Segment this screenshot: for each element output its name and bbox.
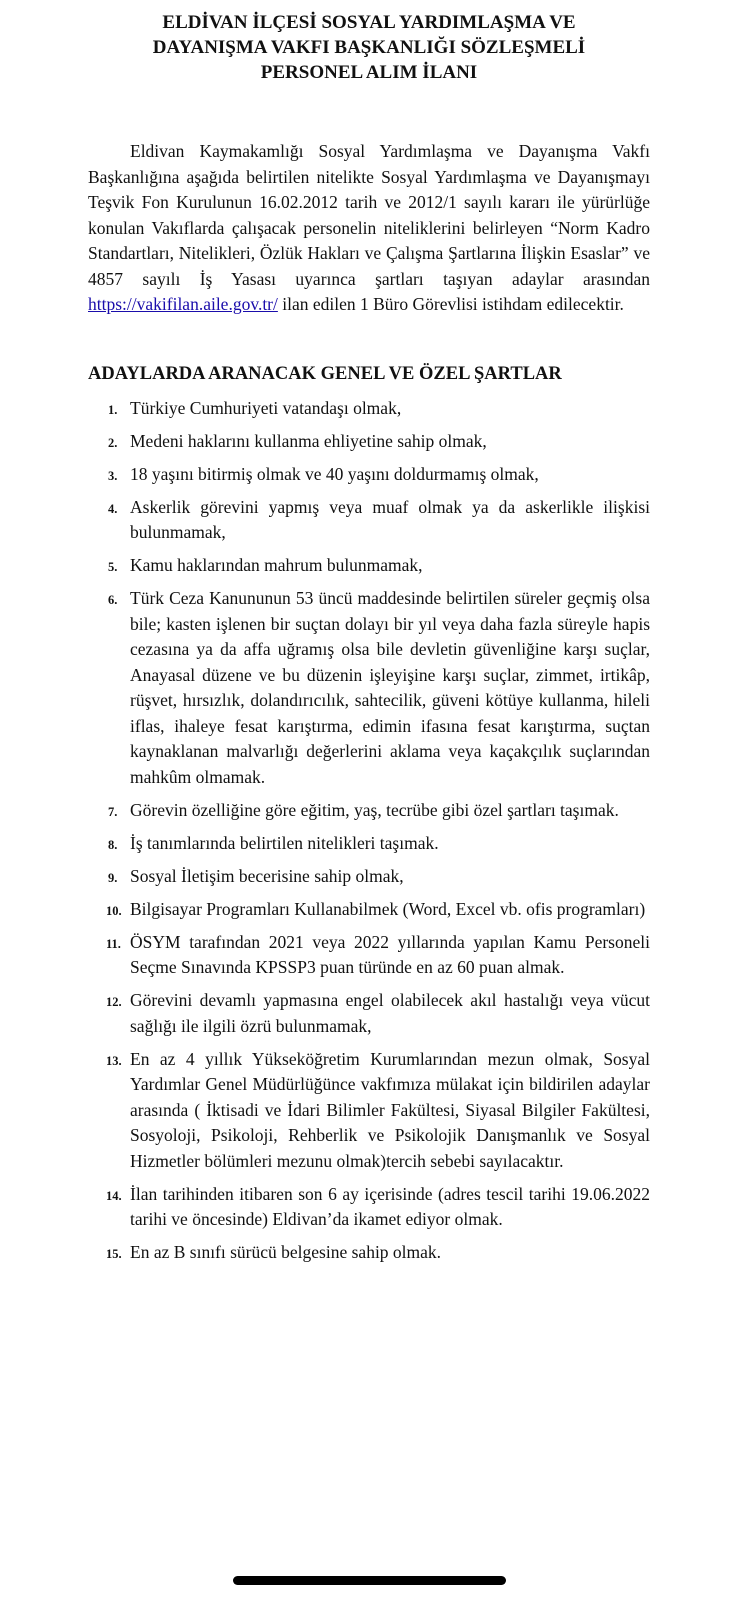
list-item	[88, 988, 650, 1039]
list-item	[88, 553, 650, 579]
list-item	[88, 1182, 650, 1233]
intro-text-after-link: ilan edilen 1 Büro Görevlisi istihdam edilecektir.	[277, 294, 624, 314]
list-item-text: ÖSYM tarafından 2021 veya 2022 yıllarında yapılan Kamu Personeli Seçme Sınavında KPSSP3 puan türünde en az 60 puan almak.	[130, 931, 650, 977]
intro-paragraph	[88, 139, 650, 318]
list-item-text: Görevin özelliğine göre eğitim, yaş, tecrübe gibi özel şartları taşımak.	[130, 799, 619, 820]
list-item-number: 12.	[106, 995, 122, 1009]
list-item	[88, 396, 650, 422]
list-item-text: En az B sınıfı sürücü belgesine sahip olmak.	[130, 1242, 442, 1262]
list-item-text: En az 4 yıllık Yükseköğretim Kurumlarından mezun olmak, Sosyal Yardımlar Genel Müdürlüğünce vakfımıza mülakat için bildirilen adaylar arasında ( İktisadi ve İdari Bilimler Fakültesi, Siyasal Bilgiler Fakültesi, Sosyoloji, Psikoloji, Rehberlik ve Psikolojik Danışmanlık ve Sosyal Hizmetler bölümleri mezunu olmak)tercih sebebi sayılacaktır.	[130, 1048, 650, 1171]
announcement-document	[88, 0, 650, 1273]
list-item-number: 8.	[108, 837, 118, 852]
list-item-number: 6.	[108, 593, 118, 607]
list-item	[88, 930, 650, 981]
vakifilan-link[interactable]: https://vakifilan.aile.gov.tr/	[88, 294, 278, 314]
list-item-number: 7.	[108, 804, 118, 819]
list-item-number: 10.	[106, 903, 122, 918]
list-item-text: Sosyal İletişim becerisine sahip olmak,	[130, 865, 404, 886]
list-item	[88, 831, 650, 857]
list-item-text: İş tanımlarında belirtilen nitelikleri taşımak.	[130, 832, 439, 853]
list-item	[88, 429, 650, 455]
list-item-number: 14.	[106, 1188, 122, 1203]
intro-text-before-link: Eldivan Kaymakamlığı Sosyal Yardımlaşma ve Dayanışma Vakfı Başkanlığına aşağıda belirtilen nitelikte Sosyal Yardımlaşma ve Dayanışmayı Teşvik Fon Kurulunun 16.02.2012 tarih ve 2012/1 sayılı kararı ile yürürlüğe konulan Vakıflarda çalışacak personelin niteliklerini belirleyen “Norm Kadro Standartları, Nitelikleri, Özlük Hakları ve Çalışma Şartlarına İlişkin Esaslar” ve 4857 sayılı İş Yasası uyarınca şartları taşıyan adaylar arasından	[88, 141, 650, 289]
list-item	[88, 1240, 650, 1266]
requirements-list	[88, 396, 650, 1266]
home-indicator[interactable]	[233, 1576, 506, 1585]
list-item-text: Kamu haklarından mahrum bulunmamak,	[130, 555, 423, 575]
list-item-number: 4.	[108, 501, 118, 516]
list-item	[88, 462, 650, 488]
list-item-number: 5.	[108, 560, 118, 574]
list-item-number: 1.	[108, 402, 118, 417]
list-item-text: 18 yaşını bitirmiş olmak ve 40 yaşını doldurmamış olmak,	[130, 463, 539, 484]
list-item-number: 9.	[108, 870, 118, 885]
list-item-number: 2.	[108, 435, 118, 450]
list-item-text: Türkiye Cumhuriyeti vatandaşı olmak,	[130, 397, 402, 418]
list-item-text: Türk Ceza Kanununun 53 üncü maddesinde belirtilen süreler geçmiş olsa bile; kasten işlenen bir suçtan dolayı bir yıl veya daha fazla süreyle hapis cezasına ya da affa uğramış olsa bile devletin güvenliğine karşı suçlar, Anayasal düzene ve bu düzenin işleyişine karşı suçlar, zimmet, irtikâp, rüşvet, hırsızlık, dolandırıcılık, sahtecilik, güveni kötüye kullanma, hileli iflas, ihaleye fesat karıştırma, edimin ifasına fesat karıştırma, suçtan kaynaklanan malvarlığı değerlerini aklama veya kaçakçılık suçlarından mahkûm olmamak.	[130, 588, 650, 787]
list-item-text: Askerlik görevini yapmış veya muaf olmak ya da askerlikle ilişkisi bulunmamak,	[130, 496, 650, 542]
title-line-3: PERSONEL ALIM İLANI	[260, 62, 478, 83]
title-line-2: DAYANIŞMA VAKFI BAŞKANLIĞI SÖZLEŞMELİ	[152, 37, 586, 58]
list-item-text: Görevini devamlı yapmasına engel olabilecek akıl hastalığı veya vücut sağlığı ile ilgili özrü bulunmamak,	[130, 990, 650, 1036]
list-item	[88, 586, 650, 790]
list-item-text: İlan tarihinden itibaren son 6 ay içerisinde (adres tescil tarihi 19.06.2022 tarihi ve öncesinde) Eldivan’da ikamet ediyor olmak.	[130, 1183, 650, 1229]
list-item-number: 11.	[106, 936, 121, 951]
list-item	[88, 798, 650, 824]
list-item	[88, 495, 650, 546]
list-item	[88, 897, 650, 923]
section-title: ADAYLARDA ARANACAK GENEL VE ÖZEL ŞARTLAR	[88, 363, 562, 384]
list-item-number: 15.	[106, 1247, 122, 1261]
list-item	[88, 1047, 650, 1175]
list-item-number: 3.	[108, 468, 118, 483]
list-item-text: Bilgisayar Programları Kullanabilmek (Word, Excel vb. ofis programları)	[130, 898, 646, 919]
list-item	[88, 864, 650, 890]
list-item-text: Medeni haklarını kullanma ehliyetine sahip olmak,	[130, 430, 487, 451]
document-title	[88, 10, 650, 85]
list-item-number: 13.	[106, 1053, 122, 1068]
title-line-1: ELDİVAN İLÇESİ SOSYAL YARDIMLAŞMA VE	[162, 12, 576, 33]
